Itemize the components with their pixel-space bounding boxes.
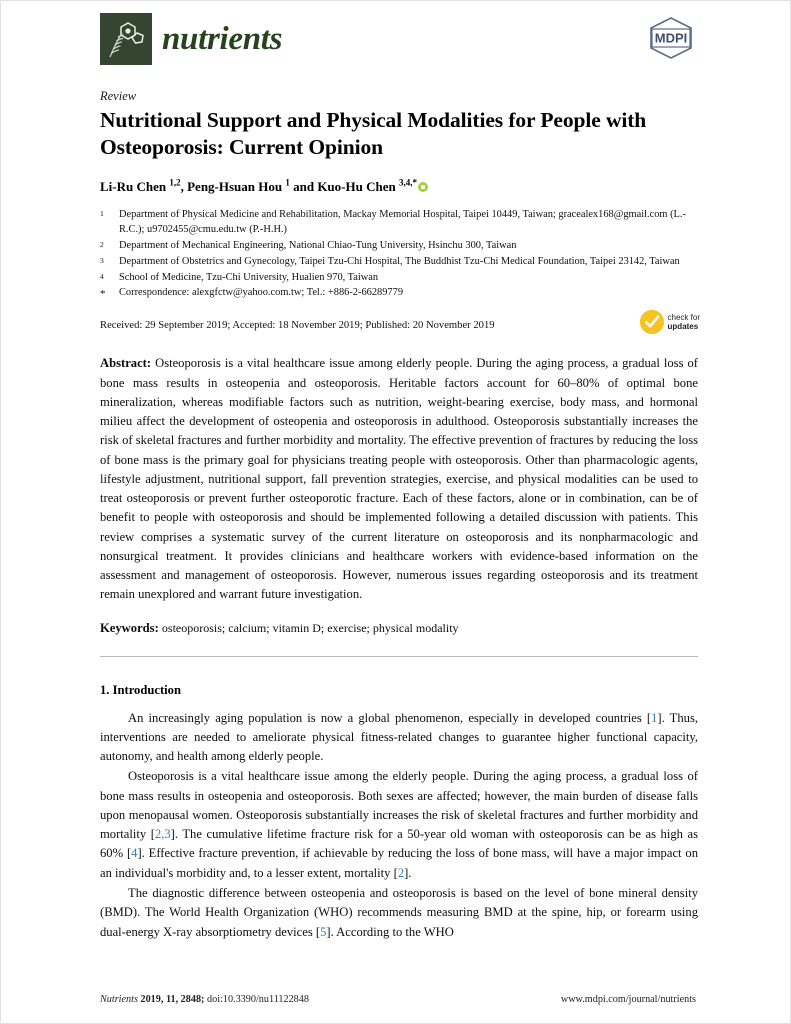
affiliation-item bbox=[100, 207, 698, 237]
abstract bbox=[100, 354, 698, 604]
nutrients-journal-logo bbox=[100, 13, 152, 65]
correspondence-item bbox=[100, 285, 698, 302]
keywords bbox=[100, 619, 698, 638]
footer-url[interactable]: www.mdpi.com/journal/nutrients bbox=[560, 994, 696, 1005]
svg-text:MDPI: MDPI bbox=[654, 30, 688, 46]
footer-doi: doi:10.3390/nu11122848 bbox=[207, 994, 309, 1005]
footer-journal-name: Nutrients bbox=[100, 994, 138, 1005]
affiliations bbox=[100, 207, 698, 302]
intro-paragraph-3: The diagnostic difference between osteopenia and osteoporosis is based on the level of bone mineral density (BMD). The World Health Organization (WHO) recommends measuring BMD at the spine, hip, or forearm using dual-energy X-ray absorptiometry devices [5]. According to the WHO bbox=[100, 885, 698, 939]
checkmark-icon bbox=[640, 310, 664, 334]
citation-link[interactable]: 1 bbox=[651, 710, 658, 725]
footer-citation bbox=[100, 994, 309, 1005]
keywords-text: osteoporosis; calcium; vitamin D; exercise; physical modality bbox=[161, 620, 459, 635]
publication-dates: Received: 29 September 2019; Accepted: 18 November 2019; Published: 20 November 2019 bbox=[100, 320, 495, 332]
orcid-icon[interactable] bbox=[418, 182, 428, 192]
section-divider bbox=[100, 656, 698, 657]
affiliation-item bbox=[100, 254, 698, 269]
author-list bbox=[100, 177, 698, 197]
abstract-label: Abstract: bbox=[100, 356, 152, 371]
masthead bbox=[100, 1, 698, 77]
page-title: Nutritional Support and Physical Modalities for People with Osteoporosis: Current Opinion bbox=[100, 108, 647, 159]
journal-brand bbox=[100, 13, 698, 65]
footer-volume: 2019, 11, 2848; bbox=[140, 994, 205, 1005]
affiliation-marker: 2 bbox=[100, 240, 104, 250]
page-content bbox=[100, 1, 698, 943]
abstract-text: Osteoporosis is a vital healthcare issue among elderly people. During the aging process, a gradual loss of bone mass results in osteopenia and osteoporosis. Heritable factors account for 60–80% of optimal bone mineralization, whereas modifiable factors such as nutrition, weight-bearing exercise, body mass, and hormonal milieu affect the development of osteopenia and osteoporosis in adulthood. Osteoporosis substantially increases the risk of skeletal fractures and further morbidity and mortality. The effective prevention of fractures by reducing the loss of bone mass is the primary goal for physicians treating people with osteoporosis. Other than pharmacologic agents, lifestyle adjustment, nutritional support, fall prevention strategies, exercise, and physical modalities can be used to treat osteoporosis or prevent further osteoporotic fracture. Each of these factors, alone or in combination, can be of benefit to people with osteoporosis and should be implemented following a detailed discussion with patients. This review comprises a systematic survey of the current literature on osteoporosis and its nonpharmacologic and nonsurgical treatment. It provides clinicians and healthcare workers with evidence-based information on the assessment and management of osteoporosis. However, numerous issues regarding osteoporosis and its treatment remain unexplored and warrant future investigation. bbox=[100, 356, 698, 602]
cfu-line-2: updates bbox=[667, 322, 699, 332]
affiliation-text: Department of Mechanical Engineering, National Chiao-Tung University, Hsinchu 300, Taiwan bbox=[119, 240, 517, 252]
author-names: Li-Ru Chen $^{1,2}$, Peng-Hsuan Hou $^1$ and Kuo-Hu Chen $^{3,4,*}$ bbox=[100, 177, 417, 195]
citation-link[interactable]: 5 bbox=[320, 924, 327, 939]
affiliation-item bbox=[100, 270, 698, 285]
keywords-label: Keywords: bbox=[100, 620, 159, 635]
mdpi-logo bbox=[644, 15, 698, 61]
publication-dates-row bbox=[100, 310, 698, 344]
cfu-line-1: check for bbox=[667, 312, 700, 322]
citation-link[interactable]: 2 bbox=[397, 865, 405, 880]
affiliation-text: Department of Obstetrics and Gynecology, Taipei Tzu-Chi Hospital, The Buddhist Tzu-Chi Medical Foundation, Taipei 23142, Taiwan bbox=[119, 255, 680, 267]
article-type: Review bbox=[100, 89, 137, 103]
intro-paragraph-2: Osteoporosis is a vital healthcare issue among the elderly people. During the aging process, a gradual loss of bone mass results in osteopenia and osteoporosis. Both sexes are affected; however, the main burden of disease falls upon menopausal women. Osteoporosis substantially increases the risk of skeletal fractures and further morbidity and mortality [2,3]. The cumulative lifetime fracture risk for a 50-year old woman with osteoporosis can be as high as 60% [4]. Effective fracture prevention, if achievable by reducing the loss of bone mass, will have a major impact on an individual's morbidity and, to a lesser extent, mortality [2]. bbox=[100, 769, 698, 880]
check-for-updates-label bbox=[668, 313, 700, 332]
page-footer bbox=[100, 994, 696, 1005]
affiliation-marker: 3 bbox=[100, 255, 104, 265]
affiliation-marker: 1 bbox=[100, 209, 104, 219]
affiliation-item bbox=[100, 238, 698, 253]
affiliation-text: Department of Physical Medicine and Rehabilitation, Mackay Memorial Hospital, Taipei 10449, Taiwan; gracealex168@gmail.com (L.-R.C.); u9702455@cmu.edu.tw (P.-H.H.) bbox=[119, 209, 686, 236]
citation-link[interactable]: 2,3 bbox=[154, 827, 171, 842]
check-for-updates-badge[interactable] bbox=[640, 310, 700, 334]
journal-name: nutrients bbox=[162, 20, 283, 57]
intro-paragraph-1: An increasingly aging population is now a global phenomenon, especially in developed countries [1]. Thus, interventions are needed to ameliorate physical fitness-related changes to guarantee higher functional capacity, autonomy, and health among elderly people. bbox=[100, 710, 698, 764]
section-heading-introduction: 1. Introduction bbox=[100, 682, 181, 697]
correspondence-text: Correspondence: alexgfctw@yahoo.com.tw; Tel.: +886-2-66289779 bbox=[119, 287, 404, 299]
affiliation-marker: 4 bbox=[100, 271, 104, 281]
correspondence-marker: * bbox=[100, 288, 106, 301]
affiliation-text: School of Medicine, Tzu-Chi University, Hualien 970, Taiwan bbox=[119, 271, 379, 283]
citation-link[interactable]: 4 bbox=[131, 846, 138, 861]
